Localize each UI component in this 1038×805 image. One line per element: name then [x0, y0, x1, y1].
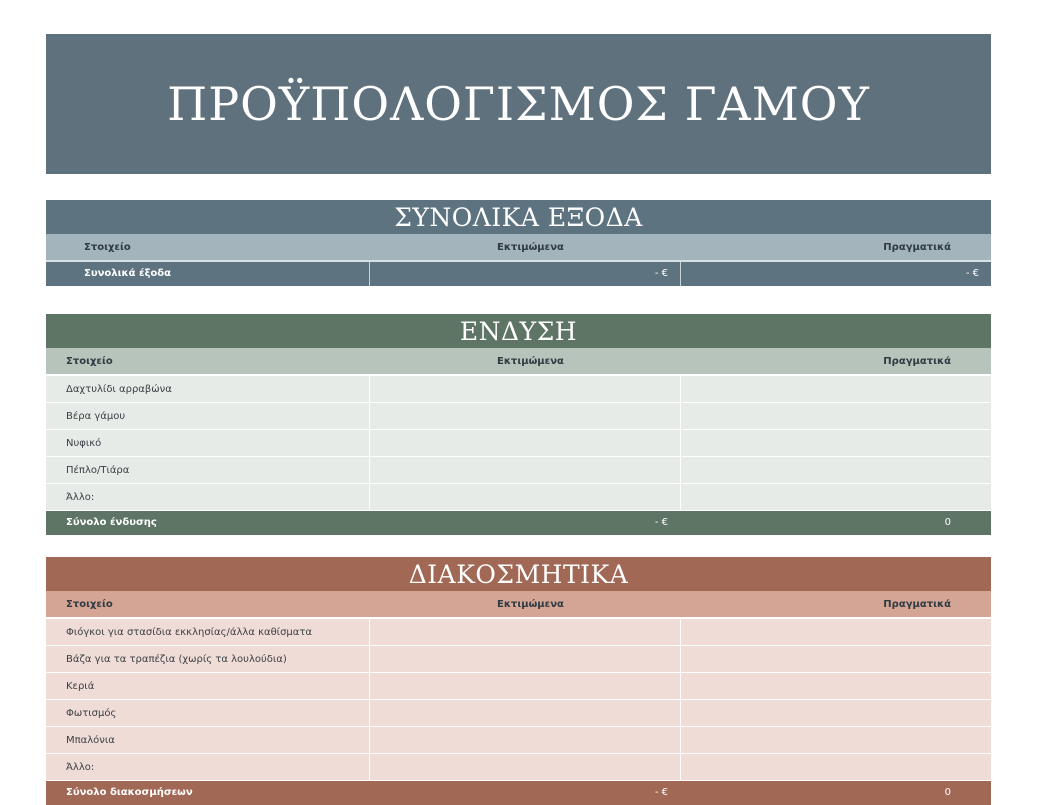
item-label[interactable]: Νυφικό: [66, 438, 102, 449]
estimated-cell[interactable]: [369, 619, 680, 645]
column-header-estimated: Εκτιμώμενα: [497, 599, 564, 610]
estimated-cell[interactable]: [369, 700, 680, 726]
column-header-item: Στοιχείο: [84, 242, 131, 253]
table-row: [46, 457, 991, 484]
total-row: [46, 781, 991, 805]
total-label: Συνολικά έξοδα: [84, 268, 172, 279]
table-row: [46, 484, 991, 511]
table-row: [46, 727, 991, 754]
table-row: [46, 700, 991, 727]
total-row: [46, 511, 991, 535]
column-header-row: [46, 591, 991, 617]
total-actual-cell[interactable]: 0: [944, 787, 951, 798]
column-header-actual: Πραγματικά: [883, 242, 951, 253]
title-banner: [46, 34, 991, 174]
total-label: Σύνολο ένδυσης: [66, 517, 157, 528]
table-row: [46, 646, 991, 673]
column-header-item: Στοιχείο: [66, 356, 113, 367]
item-label[interactable]: Φιόγκοι για στασίδια εκκλησίας/άλλα καθίσματα: [66, 627, 312, 638]
column-header-item: Στοιχείο: [66, 599, 113, 610]
total-estimated-cell[interactable]: - €: [369, 262, 680, 286]
estimated-cell[interactable]: [369, 484, 680, 510]
column-header-actual: Πραγματικά: [883, 356, 951, 367]
total-label: Σύνολο διακοσμήσεων: [66, 787, 193, 798]
decorations-section: [46, 557, 991, 805]
estimated-cell[interactable]: [369, 727, 680, 753]
estimated-cell[interactable]: [369, 376, 680, 402]
total-actual-cell[interactable]: - €: [680, 262, 991, 286]
estimated-cell[interactable]: [369, 403, 680, 429]
actual-cell[interactable]: [680, 619, 991, 645]
table-row: [46, 430, 991, 457]
actual-cell[interactable]: [680, 727, 991, 753]
actual-cell[interactable]: [680, 700, 991, 726]
total-expenses-section: [46, 200, 991, 286]
actual-cell[interactable]: [680, 403, 991, 429]
item-label[interactable]: Βέρα γάμου: [66, 411, 126, 422]
section-title: ΕΝΔΥΣΗ: [46, 314, 991, 348]
column-header-actual: Πραγματικά: [883, 599, 951, 610]
item-label[interactable]: Μπαλόνια: [66, 735, 115, 746]
total-estimated-cell[interactable]: - €: [654, 517, 668, 528]
table-row: [46, 403, 991, 430]
column-header-row: [46, 348, 991, 374]
table-row: [46, 754, 991, 781]
section-title: ΣΥΝΟΛΙΚΑ ΕΞΟΔΑ: [46, 200, 991, 234]
column-header-estimated: Εκτιμώμενα: [497, 242, 564, 253]
actual-cell[interactable]: [680, 430, 991, 456]
estimated-cell[interactable]: [369, 646, 680, 672]
estimated-cell[interactable]: [369, 430, 680, 456]
actual-cell[interactable]: [680, 376, 991, 402]
clothing-section: [46, 314, 991, 535]
item-label[interactable]: Βάζα για τα τραπέζια (χωρίς τα λουλούδια): [66, 654, 287, 665]
page-title: ΠΡΟΫΠΟΛΟΓΙΣΜΟΣ ΓΑΜΟΥ: [167, 77, 870, 131]
actual-cell[interactable]: [680, 673, 991, 699]
section-title: ΔΙΑΚΟΣΜΗΤΙΚΑ: [46, 557, 991, 591]
total-row: [46, 260, 991, 286]
item-label[interactable]: Άλλο:: [66, 762, 95, 773]
estimated-cell[interactable]: [369, 457, 680, 483]
actual-cell[interactable]: [680, 646, 991, 672]
column-header-row: [46, 234, 991, 260]
item-label[interactable]: Πέπλο/Τιάρα: [66, 465, 130, 476]
column-header-estimated: Εκτιμώμενα: [497, 356, 564, 367]
item-label[interactable]: Φωτισμός: [66, 708, 117, 719]
estimated-cell[interactable]: [369, 673, 680, 699]
table-row: [46, 619, 991, 646]
table-row: [46, 376, 991, 403]
total-estimated-cell[interactable]: - €: [654, 787, 668, 798]
total-actual-cell[interactable]: 0: [944, 517, 951, 528]
actual-cell[interactable]: [680, 457, 991, 483]
estimated-cell[interactable]: [369, 754, 680, 780]
table-row: [46, 673, 991, 700]
item-label[interactable]: Άλλο:: [66, 492, 95, 503]
item-label[interactable]: Κεριά: [66, 681, 95, 692]
actual-cell[interactable]: [680, 754, 991, 780]
item-label[interactable]: Δαχτυλίδι αρραβώνα: [66, 384, 172, 395]
actual-cell[interactable]: [680, 484, 991, 510]
